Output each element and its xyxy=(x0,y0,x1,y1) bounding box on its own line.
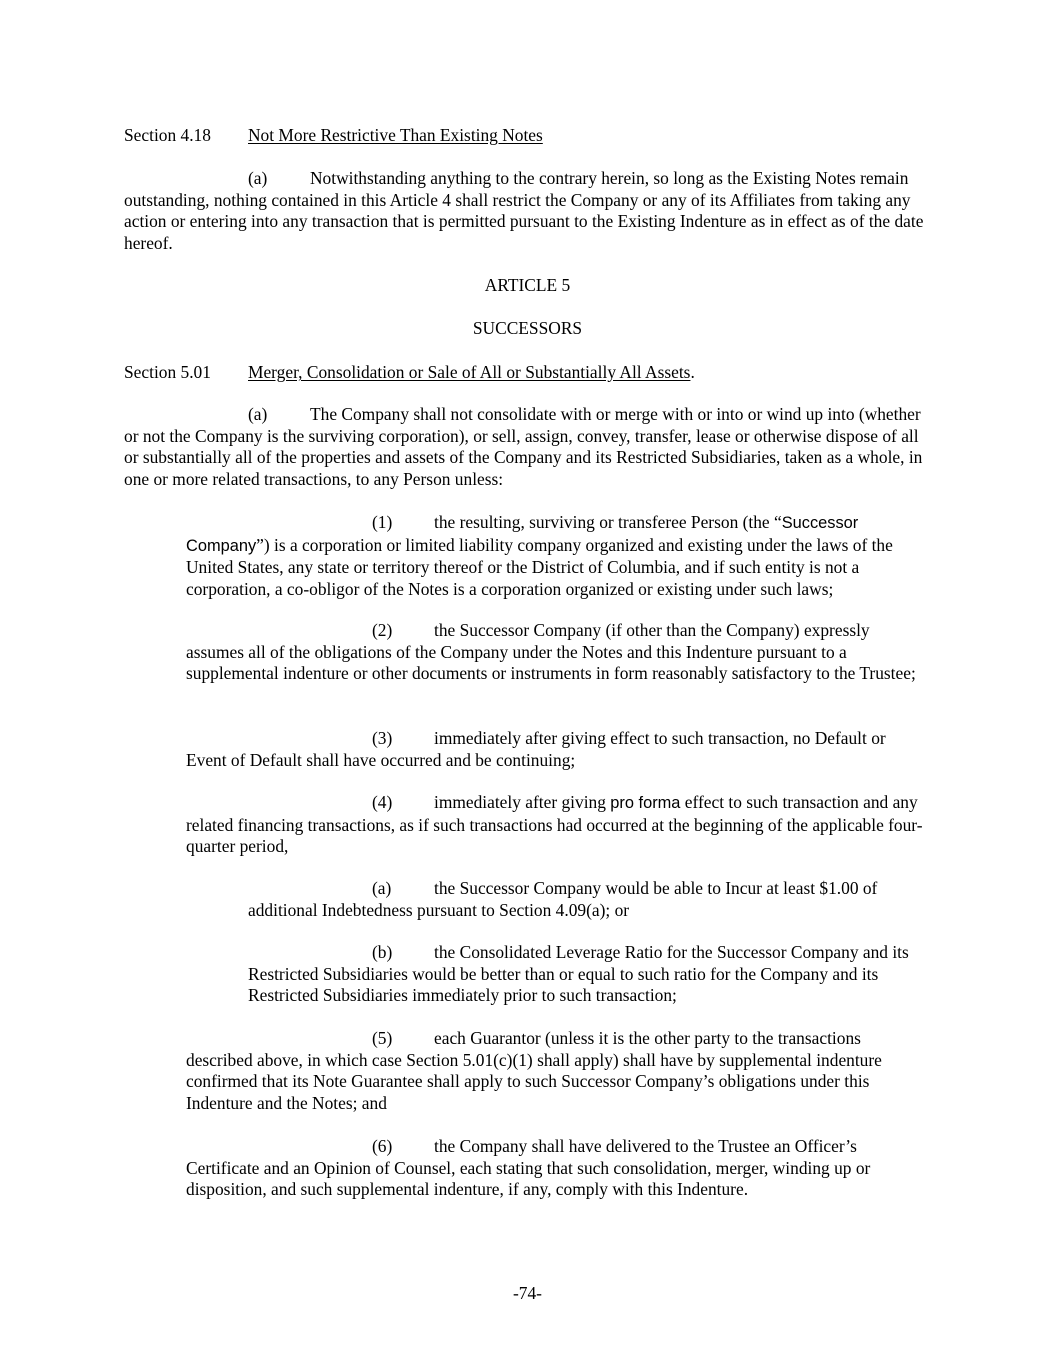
clause-6 xyxy=(186,1136,926,1201)
clause-label: (4) xyxy=(372,792,393,812)
clause-label: (1) xyxy=(372,512,393,532)
clause-text: immediately after giving effect to such transaction, no Default or Event of Default shall have occurred and be continuing; xyxy=(186,728,886,770)
paragraph-text: The Company shall not consolidate with or merge with or into or wind up into (whether or not the Company is the surviving corporation), or sell, assign, convey, transfer, lease or otherwise dispose of all or substantially all of the properties and assets of the Company and its Restricted Subsidiaries, taken as a whole, in one or more related transactions, to any Person unless: xyxy=(124,404,923,489)
paragraph-4-18-a xyxy=(124,168,934,254)
clause-2 xyxy=(186,620,926,685)
clause-label: (3) xyxy=(372,728,393,748)
subclause-label: (a) xyxy=(372,878,392,898)
subclause-4-b xyxy=(248,942,933,1007)
emphasis-pro-forma: pro forma xyxy=(610,794,681,812)
clause-text-before: the resulting, surviving or transferee Person (the “ xyxy=(434,512,782,532)
clause-text-before: immediately after giving xyxy=(434,792,611,812)
article-number: ARTICLE 5 xyxy=(484,275,571,295)
clause-text: each Guarantor (unless it is the other party to the transactions described above, in which case Section 5.01(c)(1) shall apply) shall have by supplemental indenture confirmed that its Note Guarantee shall apply to such Successor Company’s obligations under this Indenture and the Notes; and xyxy=(186,1028,882,1113)
section-title-suffix: . xyxy=(690,362,695,382)
subclause-text: the Successor Company would be able to Incur at least $1.00 of additional Indebtedness pursuant to Section 4.09(a); or xyxy=(248,878,878,920)
paragraph-5-01-a xyxy=(124,404,934,490)
section-number: Section 5.01 xyxy=(124,362,211,382)
clause-label: (5) xyxy=(372,1028,393,1048)
subclause-4-a xyxy=(248,878,933,921)
subclause-label: (b) xyxy=(372,942,393,962)
paragraph-label: (a) xyxy=(248,168,268,188)
clause-5 xyxy=(186,1028,926,1114)
section-number: Section 4.18 xyxy=(124,125,211,145)
page-number: -74- xyxy=(513,1283,542,1303)
clause-text: the Successor Company (if other than the Company) expressly assumes all of the obligations of the Company under the Notes and this Indenture pursuant to a supplemental indenture or other documents or instruments in form reasonably satisfactory to the Trustee; xyxy=(186,620,916,684)
clause-text-after: ”) is a corporation or limited liability company organized and existing under the laws of the United States, any state or territory thereof or the District of Columbia, and if such entity is not a corporation, a co-obligor of the Notes is a corporation organized or existing under such laws; xyxy=(186,534,893,599)
paragraph-text: Notwithstanding anything to the contrary herein, so long as the Existing Notes remain outstanding, nothing contained in this Article 4 shall restrict the Company or any of its Affiliates from taking any action or entering into any transaction that is permitted pursuant to the Existing Indenture as in effect as of the date hereof. xyxy=(124,168,924,253)
section-title: Merger, Consolidation or Sale of All or Substantially All Assets xyxy=(248,362,691,382)
clause-label: (6) xyxy=(372,1136,393,1156)
clause-1 xyxy=(186,512,926,600)
clause-text: the Company shall have delivered to the Trustee an Officer’s Certificate and an Opinion of Counsel, each stating that such consolidation, merger, winding up or disposition, and such supplemental indenture, if any, comply with this Indenture. xyxy=(186,1136,871,1200)
paragraph-label: (a) xyxy=(248,404,268,424)
subclause-text: the Consolidated Leverage Ratio for the Successor Company and its Restricted Subsidiaries would be better than or equal to such ratio for the Company and its Restricted Subsidiaries immediately prior to such transaction; xyxy=(248,942,909,1006)
section-heading-4-18 xyxy=(124,125,944,147)
clause-label: (2) xyxy=(372,620,393,640)
section-title: Not More Restrictive Than Existing Notes xyxy=(248,125,543,145)
clause-text-after: effect to such transaction and any related financing transactions, as if such transactions had occurred at the beginning of the applicable four-quarter period, xyxy=(186,792,923,857)
section-heading-5-01 xyxy=(124,362,944,384)
clause-3 xyxy=(186,728,926,771)
clause-4 xyxy=(186,792,926,858)
defined-term: Successor Company xyxy=(186,514,859,555)
article-title: SUCCESSORS xyxy=(472,318,583,338)
